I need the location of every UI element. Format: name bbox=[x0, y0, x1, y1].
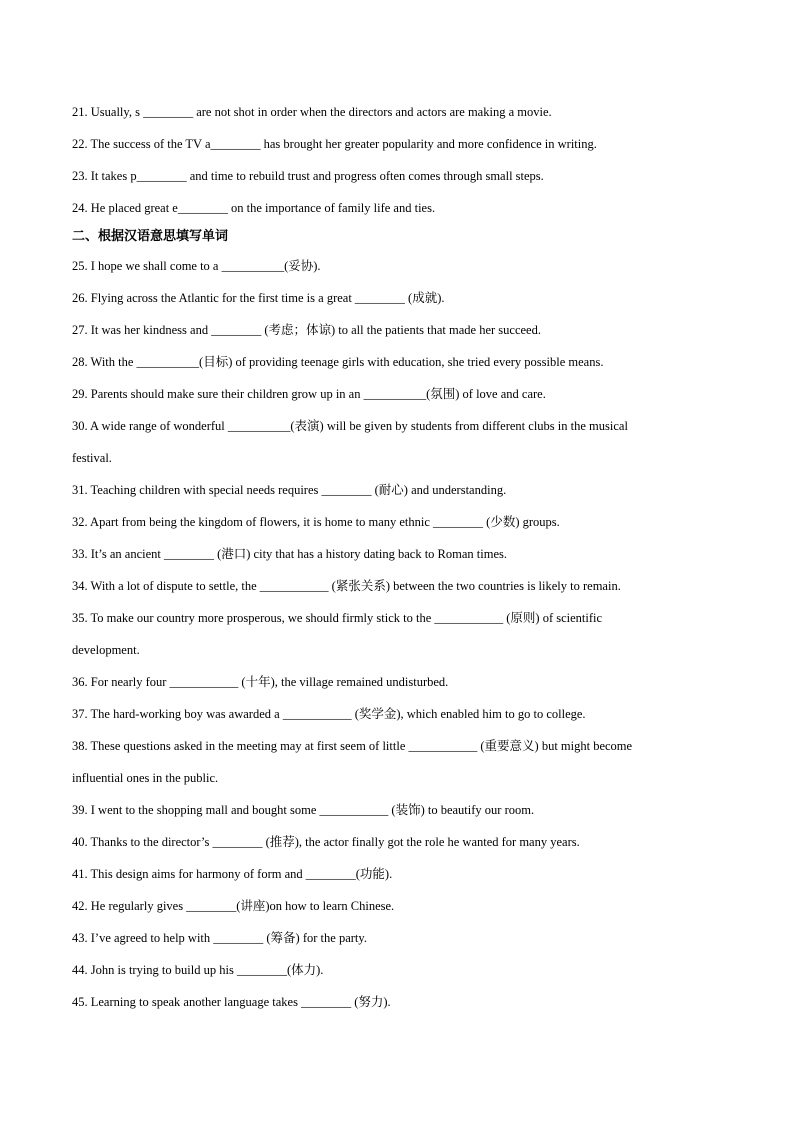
question-line: 30. A wide range of wonderful __________(表演) will be given by students from different clubs in the musical bbox=[72, 419, 628, 433]
question-line: 44. John is trying to build up his ________(体力). bbox=[72, 963, 324, 977]
question-line: 21. Usually, s ________ are not shot in order when the directors and actors are making a movie. bbox=[72, 105, 552, 119]
question-line: 25. I hope we shall come to a __________(妥协). bbox=[72, 259, 321, 273]
question-continuation: festival. bbox=[72, 451, 112, 465]
question-line: 27. It was her kindness and ________ (考虑；体谅) to all the patients that made her succeed. bbox=[72, 323, 541, 337]
question-line: 41. This design aims for harmony of form and ________(功能). bbox=[72, 867, 393, 881]
question-line: 36. For nearly four ___________ (十年), the village remained undisturbed. bbox=[72, 675, 449, 689]
question-line: 24. He placed great e________ on the importance of family life and ties. bbox=[72, 201, 436, 215]
question-line: 45. Learning to speak another language takes ________ (努力). bbox=[72, 995, 391, 1009]
question-line: 23. It takes p________ and time to rebuild trust and progress often comes through small steps. bbox=[72, 169, 544, 183]
question-continuation: development. bbox=[72, 643, 140, 657]
question-line: 32. Apart from being the kingdom of flowers, it is home to many ethnic ________ (少数) groups. bbox=[72, 515, 560, 529]
question-line: 43. I’ve agreed to help with ________ (筹备) for the party. bbox=[72, 931, 367, 945]
question-line: 22. The success of the TV a________ has brought her greater popularity and more confidence in writing. bbox=[72, 137, 597, 151]
worksheet-content bbox=[72, 96, 712, 1018]
question-continuation: influential ones in the public. bbox=[72, 771, 219, 785]
question-line: 29. Parents should make sure their children grow up in an __________(氛围) of love and care. bbox=[72, 387, 546, 401]
question-line: 34. With a lot of dispute to settle, the ___________ (紧张关系) between the two countries is likely to remain. bbox=[72, 579, 621, 593]
section-heading: 二、根据汉语意思填写单词 bbox=[72, 229, 229, 244]
question-line: 33. It’s an ancient ________ (港口) city that has a history dating back to Roman times. bbox=[72, 547, 507, 561]
question-line: 40. Thanks to the director’s ________ (推荐), the actor finally got the role he wanted for many years. bbox=[72, 835, 580, 849]
question-line: 26. Flying across the Atlantic for the first time is a great ________ (成就). bbox=[72, 291, 445, 305]
question-line: 39. I went to the shopping mall and bought some ___________ (装饰) to beautify our room. bbox=[72, 803, 535, 817]
question-line: 31. Teaching children with special needs requires ________ (耐心) and understanding. bbox=[72, 483, 507, 497]
question-line: 28. With the __________(目标) of providing teenage girls with education, she tried every possible means. bbox=[72, 355, 604, 369]
question-line: 37. The hard-working boy was awarded a ___________ (奖学金), which enabled him to go to college. bbox=[72, 707, 586, 721]
question-line: 35. To make our country more prosperous, we should firmly stick to the ___________ (原则) of scientific bbox=[72, 611, 603, 625]
question-line: 42. He regularly gives ________(讲座)on how to learn Chinese. bbox=[72, 899, 395, 913]
question-line: 38. These questions asked in the meeting may at first seem of little ___________ (重要意义) but might become bbox=[72, 739, 633, 753]
